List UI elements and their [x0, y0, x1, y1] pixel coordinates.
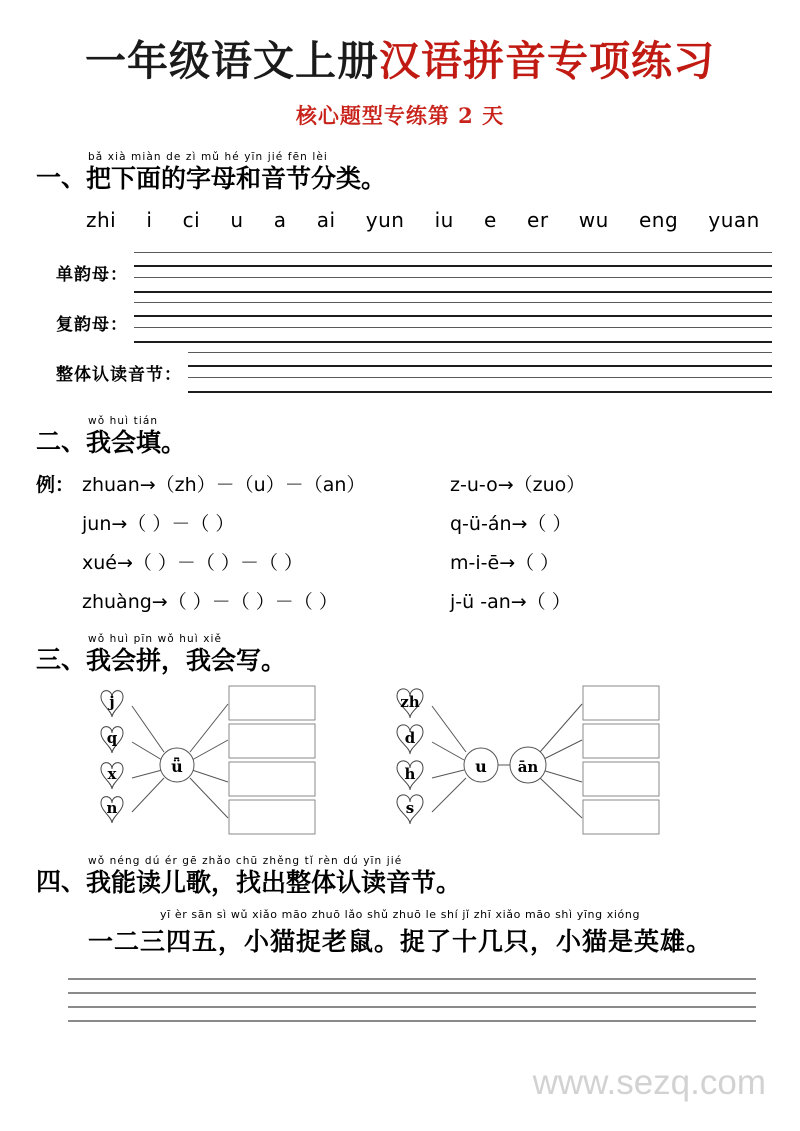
writing-stave[interactable] — [188, 350, 772, 394]
answer-box[interactable] — [229, 800, 315, 834]
section-one-ruby — [86, 152, 386, 192]
category-row-compound-vowel — [0, 300, 800, 344]
syllable-item: u — [230, 208, 244, 233]
title-red-part: 汉语拼音专项练习 — [379, 37, 715, 85]
section-three-ruby — [86, 634, 286, 674]
blend-diagram-left-svg — [96, 682, 316, 842]
connector-lines — [432, 704, 582, 818]
fill-row-jun[interactable] — [0, 509, 800, 536]
section-three — [0, 634, 800, 842]
section-one — [0, 152, 800, 394]
section-four-heading — [0, 856, 800, 896]
blend-diagram-right-svg — [392, 682, 662, 842]
section-three-pinyin: wǒ huì pīn wǒ huì xiě — [88, 633, 223, 646]
section-four-ruby — [86, 856, 461, 896]
poem-block — [0, 908, 800, 958]
answer-box[interactable] — [583, 800, 659, 834]
section-two — [0, 416, 800, 614]
poem-text: 一二三四五，小猫捉老鼠。捉了十几只，小猫是英雄。 — [87, 927, 712, 957]
blend-diagram-left — [96, 682, 316, 842]
answer-box[interactable] — [583, 686, 659, 720]
stave-line — [134, 277, 772, 278]
fill-expression-left: zhuan→（zh）－（u）－（an） — [82, 474, 366, 497]
syllable-list — [0, 208, 800, 232]
stave-line — [188, 365, 772, 367]
stave-line — [188, 352, 772, 353]
poem-pinyin: yī èr sān sì wǔ xiǎo māo zhuō lǎo shǔ zhuō le shí jǐ zhī xiǎo māo shì yīng xióng — [159, 908, 641, 922]
syllable-item: yun — [365, 208, 405, 233]
section-three-heading — [0, 634, 800, 674]
fill-row-example[interactable] — [0, 470, 800, 497]
section-four-pinyin: wǒ néng dú ér gē zhǎo chū zhěng tǐ rèn dú yīn jié — [88, 855, 403, 868]
blend-diagram-right — [392, 682, 662, 842]
syllable-item: i — [146, 208, 153, 233]
stave-line — [188, 377, 772, 378]
section-one-pinyin: bǎ xià miàn de zì mǔ hé yīn jié fēn lèi — [88, 151, 328, 164]
stave-line — [68, 978, 756, 979]
syllable-item: ci — [182, 208, 201, 233]
stave-line — [188, 391, 772, 393]
section-four-number: 四、 — [36, 867, 87, 897]
page-title — [0, 36, 800, 87]
writing-stave[interactable] — [134, 250, 772, 294]
section-two-heading — [0, 416, 800, 456]
heart-label: q — [106, 729, 118, 748]
fill-expression-right: z-u-o→（zuo） — [450, 474, 586, 497]
medial-node-label: u — [475, 757, 487, 777]
answer-box[interactable] — [229, 762, 315, 796]
heart-label: x — [107, 765, 117, 784]
answer-box[interactable] — [583, 762, 659, 796]
section-two-pinyin: wǒ huì tián — [88, 415, 159, 428]
fill-expression-right[interactable]: m-i-ē→（ ） — [450, 552, 560, 575]
pinyin-blend-diagrams — [0, 682, 800, 842]
vowel-node-label: ǖ — [171, 757, 183, 777]
stave-line — [134, 252, 772, 253]
stave-line — [134, 291, 772, 293]
category-label: 复韵母： — [56, 314, 128, 335]
syllable-item: ai — [316, 208, 336, 233]
heart-label: n — [106, 799, 118, 818]
category-row-whole-syllable — [0, 350, 800, 394]
syllable-item: yuan — [708, 208, 760, 233]
stave-line — [134, 327, 772, 328]
fill-expression-right[interactable]: j-ü -an→（ ） — [450, 591, 571, 614]
syllable-item: e — [484, 208, 497, 233]
section-two-title: 我会填。 — [86, 427, 187, 457]
section-two-number: 二、 — [36, 427, 87, 457]
section-one-heading — [0, 152, 800, 192]
answer-boxes[interactable] — [583, 686, 659, 834]
category-label: 整体认读音节： — [56, 364, 182, 385]
example-label: 例： — [36, 474, 75, 497]
section-four — [0, 856, 800, 1022]
category-label: 单韵母： — [56, 264, 128, 285]
stave-line — [68, 992, 756, 993]
heart-label: d — [404, 729, 416, 748]
answer-box[interactable] — [229, 724, 315, 758]
heart-label: h — [404, 765, 416, 784]
stave-line — [134, 265, 772, 267]
heart-label: j — [109, 693, 115, 712]
syllable-item: zhi — [86, 208, 117, 233]
bottom-writing-stave[interactable] — [32, 976, 768, 1022]
syllable-item: iu — [434, 208, 454, 233]
syllable-item: er — [527, 208, 549, 233]
answer-boxes[interactable] — [229, 686, 315, 834]
writing-stave[interactable] — [134, 300, 772, 344]
syllable-item: a — [273, 208, 287, 233]
heart-label: s — [405, 799, 415, 818]
heart-label: zh — [400, 693, 420, 712]
section-one-title: 把下面的字母和音节分类。 — [86, 163, 387, 193]
title-block — [0, 0, 800, 130]
fill-row-zhuang[interactable] — [0, 587, 800, 614]
page-subtitle: 核心题型专练第 2 天 — [295, 103, 505, 129]
fill-row-xue[interactable] — [0, 548, 800, 575]
stave-line — [68, 1020, 756, 1021]
section-three-number: 三、 — [36, 645, 87, 675]
section-three-title: 我会拼，我会写。 — [86, 645, 287, 675]
section-one-number: 一、 — [36, 163, 87, 193]
site-watermark: www.sezq.com — [532, 1063, 766, 1102]
category-row-single-vowel — [0, 250, 800, 294]
answer-box[interactable] — [229, 686, 315, 720]
answer-box[interactable] — [583, 724, 659, 758]
syllable-item: eng — [639, 208, 679, 233]
section-four-title: 我能读儿歌，找出整体认读音节。 — [86, 867, 462, 897]
final-node-label: ān — [517, 758, 539, 777]
fill-expression-right[interactable]: q-ü-án→（ ） — [450, 513, 572, 536]
title-black-part: 一年级语文上册 — [85, 37, 379, 85]
stave-line — [134, 341, 772, 343]
fill-expression-left[interactable]: jun→（ ）－（ ） — [82, 513, 235, 536]
stave-line — [134, 315, 772, 317]
fill-expression-left[interactable]: zhuàng→（ ）－（ ）－（ ） — [82, 591, 338, 614]
stave-line — [134, 302, 772, 303]
section-two-ruby — [86, 416, 186, 456]
fill-expression-left[interactable]: xué→（ ）－（ ）－（ ） — [82, 552, 304, 575]
stave-line — [68, 1006, 756, 1007]
syllable-item: wu — [578, 208, 609, 233]
